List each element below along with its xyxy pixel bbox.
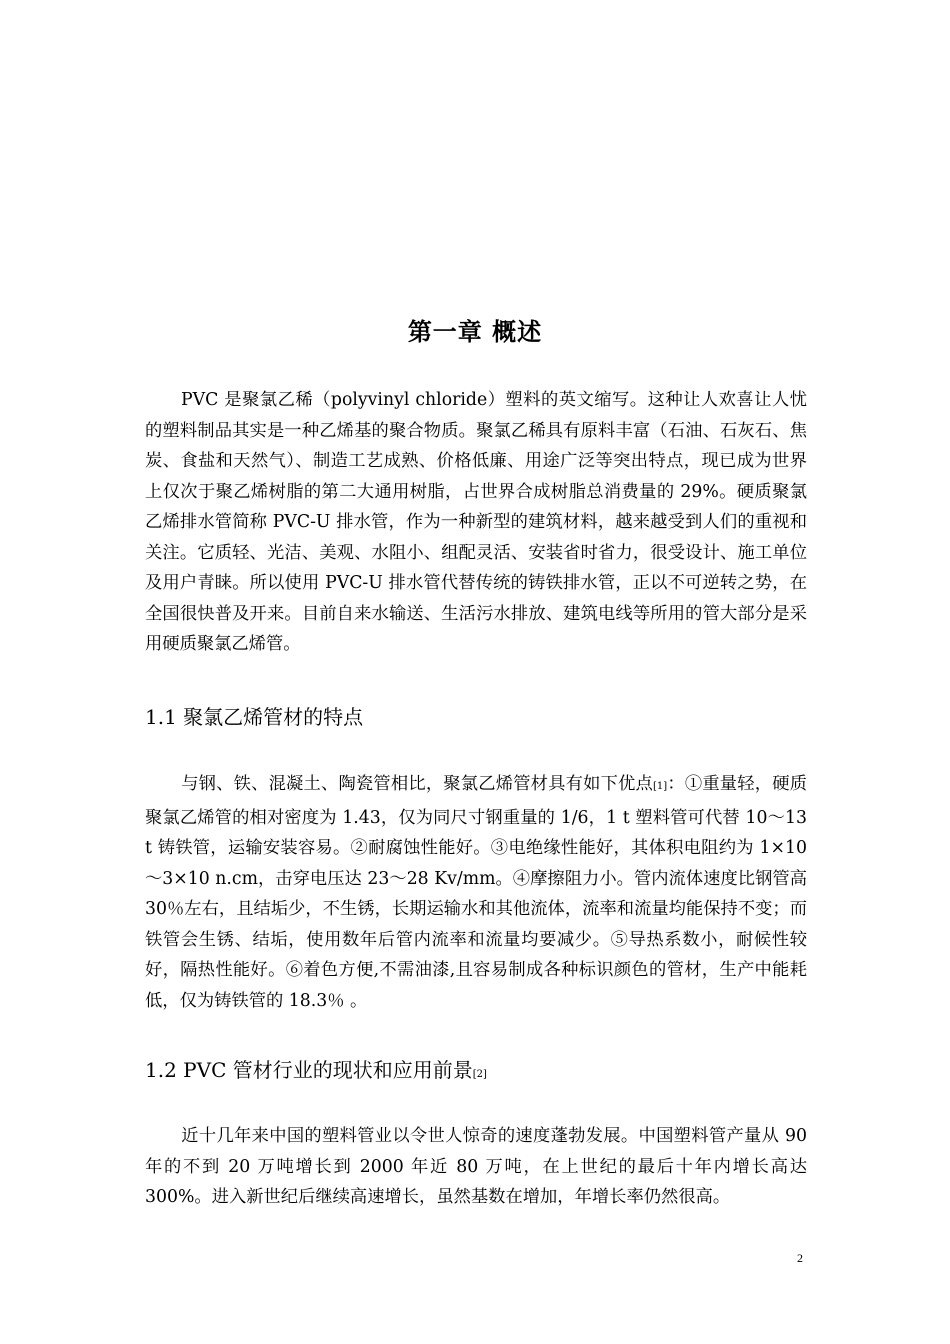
section-1-paragraph <box>145 769 807 1016</box>
citation-2: [2] <box>472 1069 487 1080</box>
section-2-text: 近十几年来中国的塑料管业以令世人惊奇的速度蓬勃发展。中国塑料管产量从 90 年的不到 20 万吨增长到 2000 年近 80 万吨，在上世纪的最后十年内增长高达 300%。进入新世纪后继续高速增长，虽然基数在增加，年增长率仍然很高。 <box>145 1126 807 1207</box>
citation-1: [1] <box>653 781 668 792</box>
section-2-heading <box>145 1054 487 1083</box>
intro-text: PVC 是聚氯乙稀（polyvinyl chloride）塑料的英文缩写。这种让人欢喜让人忧的塑料制品其实是一种乙烯基的聚合物质。聚氯乙稀具有原料丰富（石油、石灰石、焦炭、食盐和天然气）、制造工艺成熟、价格低廉、用途广泛等突出特点，现已成为世界上仅次于聚乙烯树脂的第二大通用树脂，占世界合成树脂总消费量的 29%。硬质聚氯乙烯排水管简称 PVC-U 排水管，作为一种新型的建筑材料，越来越受到人们的重视和关注。它质轻、光洁、美观、水阻小、组配灵活、安装省时省力，很受设计、施工单位及用户青睐。所以使用 PVC-U 排水管代替传统的铸铁排水管，正以不可逆转之势，在全国很快普及开来。目前自来水输送、生活污水排放、建筑电线等所用的管大部分是采用硬质聚氯乙烯管。 <box>145 390 807 654</box>
section-2-paragraph <box>145 1121 807 1213</box>
chapter-title: 第一章 概述 <box>407 318 543 346</box>
intro-paragraph <box>145 385 807 660</box>
section-1-heading: 1.1 聚氯乙烯管材的特点 <box>145 705 364 729</box>
section-1-text-b: ：①重量轻，硬质聚氯乙烯管的相对密度为 1.43，仅为同尺寸钢重量的 1/6，1 t 塑料管可代替 10～13 t 铸铁管，运输安装容易。②耐腐蚀性能好。③电绝缘性能好，其体积电阻约为 1×10 ～3×10 n.cm，击穿电压达 23～28 Kv/mm。④摩擦阻力小。管内流体速度比钢管高 30％左右，且结垢少，不生锈，长期运输水和其他流体，流率和流量均能保持不变；而铁管会生锈、结垢，使用数年后管内流率和流量均要减少。⑤导热系数小，耐候性较好，隔热性能好。⑥着色方便,不需油漆,且容易制成各种标识颜色的管材，生产中能耗低，仅为铸铁管的 18.3％ 。 <box>145 774 807 1011</box>
section-1-text-a: 与钢、铁、混凝土、陶瓷管相比，聚氯乙烯管材具有如下优点 <box>181 774 654 794</box>
page-number: 2 <box>797 1251 803 1265</box>
section-2-heading-text: 1.2 PVC 管材行业的现状和应用前景 <box>145 1058 473 1082</box>
